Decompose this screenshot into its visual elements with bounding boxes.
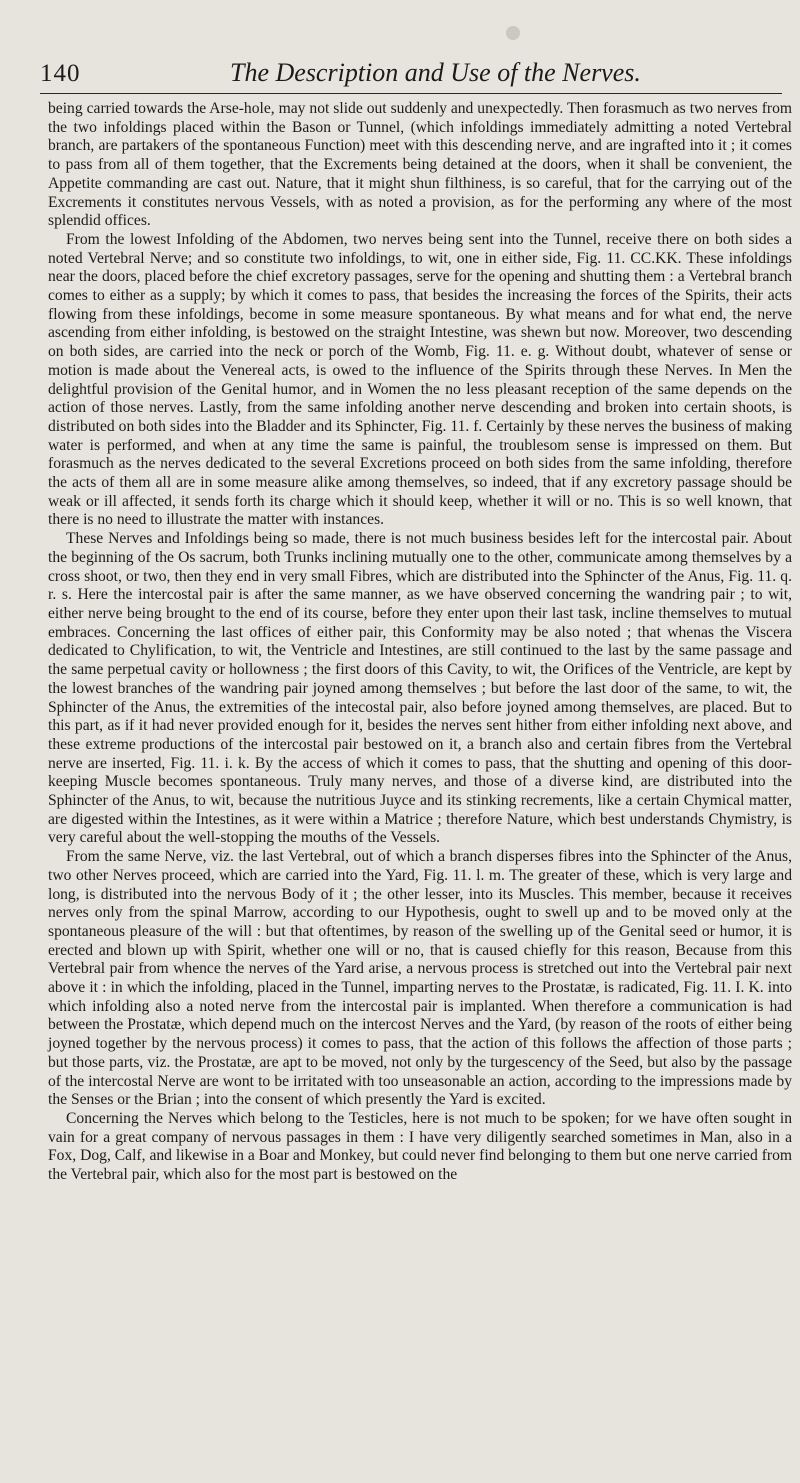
page-header [40,60,780,90]
paragraph-2: From the lowest Infolding of the Abdomen, two nerves being sent into the Tunnel, receive there on both sides a noted Vertebral Nerve; and so constitute two infoldings, to wit, one in either side, Fig. 11. CC.KK. These infoldings near the doors, placed before the chief excretory passages, serve for the opening and shutting them : a Vertebral branch comes to either as a supply; by which it comes to pass, that besides the increasing the forces of the Spirits, their acts flowing from these infoldings, become in some measure spontaneous. By what means and for what end, the nerve ascending from either infolding, is bestowed on the straight Intestine, was shewn but now. Moreover, two descending on both sides, are carried into the neck or porch of the Womb, Fig. 11. e. g. Without doubt, whatever of sense or motion is made about the Venereal acts, is owed to the influence of the Spirits through these Nerves. In Men the delightful provision of the Genital humor, and in Women the no less pleasant reception of the same depends on the action of those nerves. Lastly, from the same infolding another nerve descending and broken into certain shoots, is distributed on both sides into the Bladder and its Sphincter, Fig. 11. f. Certainly by these nerves the business of making water is performed, and when at any time the same is painful, the troublesom sense is impressed on them. But forasmuch as the nerves dedicated to the several Excretions proceed on both sides from the same infolding, therefore the acts of them all are in some measure alike among themselves, so indeed, that if any excretory passage should be weak or ill affected, it sends forth its charge which it should keep, whether it will or no. This is so well known, that there is no need to illustrate the matter with instances. [48,230,792,529]
page-number: 140 [40,60,81,87]
paragraph-1: being carried towards the Arse-hole, may not slide out suddenly and unexpectedly. Then forasmuch as two nerves from the two infoldings placed within the Bason or Tunnel, (which infoldings immediately admitting a noted Vertebral branch, are partakers of the spontaneous Function) meet with this descending nerve, and are ingrafted into it ; it comes to pass from all of them together, that the Excrements being detained at the doors, when it shall be convenient, the Appetite commanding are cast out. Nature, that it might shun filthiness, is so careful, that for the carrying out of the Excrements it constitutes nervous Vessels, with as noted a provision, as for the performing any where of the most splendid offices. [48,100,792,230]
running-title: The Description and Use of the Nerves. [230,58,641,87]
body-text [48,100,792,1185]
paragraph-4: From the same Nerve, viz. the last Vertebral, out of which a branch disperses fibres into the Sphincter of the Anus, two other Nerves proceed, which are carried into the Yard, Fig. 11. l. m. The greater of these, which is very large and long, is distributed into the nervous Body of it ; the other lesser, into its Muscles. This member, because it receives nerves only from the spinal Marrow, according to our Hypothesis, ought to swell up and to be moved only at the spontaneous pleasure of the will : but that oftentimes, by reason of the swelling up of the Genital seed or humor, it is erected and blown up with Spirit, whether one will or no, that is caused chiefly for this reason, Because from this Vertebral pair from whence the nerves of the Yard arise, a nervous process is stretched out into the Vertebral pair next above it : in which the infolding, placed in the Tunnel, imparting nerves to the Prostatæ, is radicated, Fig. 11. I. K. into which infolding also a noted nerve from the intercostal pair is implanted. When therefore a communication is had between the Prostatæ, which depend much on the intercost Nerves and the Yard, (by reason of the roots of either being joyned together by the nervous process) it comes to pass, that the action of this follows the affection of those parts ; but those parts, viz. the Prostatæ, are apt to be moved, not only by the turgescency of the Seed, but also by the passage of the intercostal Nerve are wont to be irritated with too unseasonable an action, according to the impressions made by the Senses or the Brian ; into the consent of which presently the Yard is excited. [48,848,792,1109]
paragraph-5: Concerning the Nerves which belong to the Testicles, here is not much to be spoken; for we have often sought in vain for a great company of nervous passages in them : I have very diligently searched sometimes in Man, also in a Fox, Dog, Calf, and likewise in a Boar and Monkey, but could never find belonging to them but one nerve carried from the Vertebral pair, which also for the most part is bestowed on the [48,1109,792,1184]
header-rule [40,93,782,94]
paragraph-3: These Nerves and Infoldings being so made, there is not much business besides left for the intercostal pair. About the beginning of the Os sacrum, both Trunks inclining mutually one to the other, communicate among themselves by a cross shoot, or two, then they end in very small Fibres, which are distributed into the Sphincter of the Anus, Fig. 11. q. r. s. Here the intercostal pair is after the same manner, as we have observed concerning the wandring pair ; to wit, either nerve being brought to the end of its course, before they enter upon their last task, incline themselves to mutual embraces. Concerning the last offices of either pair, this Conformity may be also noted ; that whenas the Viscera dedicated to Chylification, to wit, the Ventricle and Intestines, are still continued to the last by the same passage and the same perpetual cavity or hollowness ; the first doors of this Cavity, to wit, the Orifices of the Ventricle, are kept by the lowest branches of the wandring pair joyned among themselves ; but before the last door of the same, to wit, the Sphincter of the Anus, the extremities of the intecostal pair, also before joyned among themselves, are placed. But to this part, as if it had never provided enough for it, besides the nerves sent hither from either infolding next above, and these extreme productions of the intercostal pair bestowed on it, a branch also and certain fibres from the Vertebral nerve are inserted, Fig. 11. i. k. By the access of which it comes to pass, that the shutting and opening of this door-keeping Muscle becomes spontaneous. Truly many nerves, and those of a diverse kind, are distributed into the Sphincter of the Anus, to wit, because the nutritious Juyce and its stinking recrements, like a certain Chymical matter, are digested within the Intestines, as it were within a Matrice ; therefore Nature, which best understands Chymistry, is very careful about the well-stopping the mouths of the Vessels. [48,530,792,847]
ink-stain [506,26,520,40]
